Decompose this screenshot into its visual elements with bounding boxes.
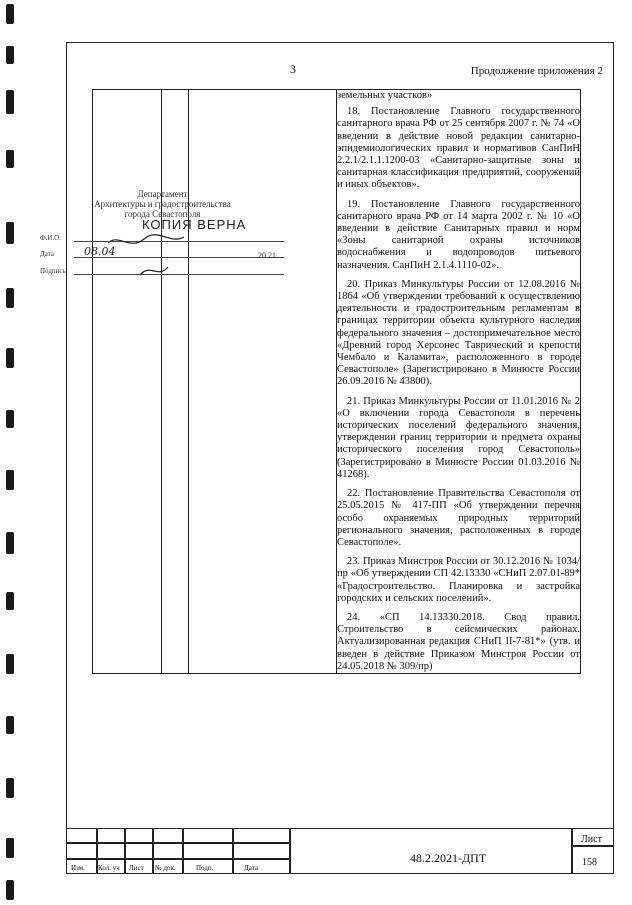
list-item: 22. Постановление Правительства Севастополя от 25.05.2015 № 417-ПП «Об утверждении перечня особо охраняемых природных территорий регионального значения, расположенных в городе Севастополе». [337,488,580,548]
empty-column-2 [162,90,189,674]
regulations-list [337,90,581,674]
title-block [66,828,614,874]
stamp-date-value: 08.04 [84,245,116,258]
page-number: 3 [290,62,296,76]
list-item: земельных участков» [337,90,433,101]
stamp-date-label: Дата [40,250,54,258]
document-code: 48.2.2021-ДПТ [410,851,487,865]
stamp-fio-label: Ф.И.О. [40,234,61,242]
stamp-dept-line2: Архитектуры и градостроительства [94,199,231,209]
list-item: 23. Приказ Минстроя России от 30.12.2016 № 1034/пр «Об утверждении СП 42.13330 «СНиП 2.07.01-89* «Градостроительство. Планировка и застройка городских и сельских поселений». [337,556,580,604]
list-item: 20. Приказ Минкультуры России от 12.08.2016 № 1864 «Об утверждении требований к осуществлению деятельности и градостроительным регламентам в границах территории объекта культурного наследия федерального значения – достопримечательное место «Древний город Херсонес Таврический и крепости Чембало и Каламита», расположенного в городе Севастополе» (Зарегистрировано в Минюсте России 26.09.2016 № 43800). [337,278,580,388]
stamp-certified: КОПИЯ ВЕРНА [142,217,247,232]
list-item: 21. Приказ Минкультуры России от 11.01.2016 № 2 «О включении города Севастополя в перечень исторических поселений федерального значения, утверждении границ территории и предмета охраны исторического поселения город Севастополь» (Зарегистрировано в Минюсте России 01.03.2016 № 41268). [337,395,580,480]
stamp-dept-line1: Департамент [137,189,188,199]
tb-header-list: Лист [129,864,144,872]
tb-header-izm: Изм. [71,864,85,872]
stamp-year: 20 21 [258,251,276,260]
tb-header-data: Дата [244,864,258,872]
stamp-dept-line3: города Севастополя [124,209,201,219]
list-item: 18. Постановление Главного государственного санитарного врача РФ от 25 сентября 2007 г. № 74 «О введении в действие новой редакции санитарно-эпидемиологических правил и нормативов СанПиН 2.2.1/2.1.1.1200-03 «Санитарно-защитные зоны и санитарная классификация предприятий, сооружений и иных объектов». [337,106,580,191]
list-item: 24. «СП 14.13330.2018. Свод правил. Строительство в сейсмических районах. Актуализированная редакция СНиП II-7-81*» (утв. и введен в действие Приказом Минстроя России от 24.05.2018 № 309/пр) [337,611,580,672]
sheet-number: 158 [582,857,597,868]
continuation-label: Продолжение приложения 2 [470,65,603,77]
stamp-signature-label: Подпись [40,267,66,275]
sheet-label: Лист [581,834,602,845]
tb-header-podp: Подп. [196,864,214,872]
handwritten-signature [100,229,190,279]
empty-column-1 [93,90,162,674]
list-item: 19. Постановление Главного государственного санитарного врача РФ от 14 марта 2002 г. № 10 «О введении в действие Санитарных правил и норм «Зоны санитарной охраны источников водоснабжения и водопроводов питьевого назначения. СанПиН 2.1.4.1110-02». [337,198,580,271]
certification-stamp [40,189,285,275]
empty-column-3 [189,90,337,674]
content-table [92,89,581,674]
tb-header-ndok: № док. [155,864,176,872]
tb-header-kol: Кол. уч [98,864,120,872]
